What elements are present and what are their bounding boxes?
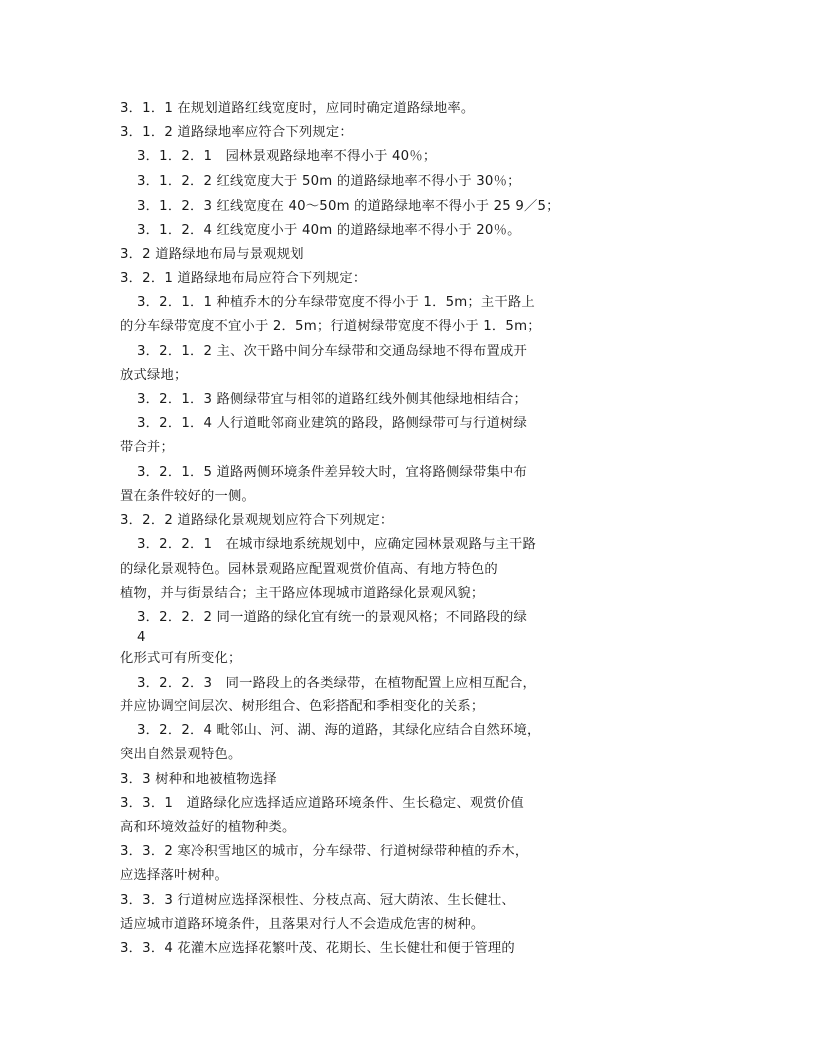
text-line: 应选择落叶树种。 [120,868,228,883]
text-line: 并应协调空间层次、树形组合、色彩搭配和季相变化的关系； [120,699,485,714]
text-line: 3．1．2．2 红线宽度大于 50m 的道路绿地率不得小于 30％； [137,174,521,189]
text-line: 突出自然景观特色。 [120,747,242,762]
text-line: 3．2．2．4 毗邻山、河、湖、海的道路，其绿化应结合自然环境， [137,723,541,738]
text-line: 3．2．1．2 主、次干路中间分车绿带和交通岛绿地不得布置成开 [137,344,527,359]
text-line: 3．3．4 花灌木应选择花繁叶茂、花期长、生长健壮和便于管理的 [120,941,515,956]
text-line: 3．1．2．4 红线宽度小于 40m 的道路绿地率不得小于 20％。 [137,223,521,238]
text-line: 3．2．2 道路绿化景观规划应符合下列规定： [120,513,394,528]
section-heading: 3．3 树种和地被植物选择 [120,772,277,787]
text-line: 3．2．2．2 同一道路的绿化宜有统一的景观风格；不同路段的绿 [137,610,527,625]
text-line: 带合并； [120,440,174,455]
text-line: 3．2．1．1 种植乔木的分车绿带宽度不得小于 1．5m；主干路上 [137,295,535,310]
text-line: 3．2．1 道路绿地布局应符合下列规定： [120,271,367,286]
text-line: 3．1．2 道路绿地率应符合下列规定： [120,125,353,140]
page-number: 4 [137,630,146,645]
text-line: 3．2．1．5 道路两侧环境条件差异较大时，宜将路侧绿带集中布 [137,465,527,480]
text-line: 放式绿地； [120,368,188,383]
text-line: 3．2．2．3 同一路段上的各类绿带，在植物配置上应相互配合， [137,676,537,691]
text-line: 3．2．1．4 人行道毗邻商业建筑的路段，路侧绿带可与行道树绿 [137,416,527,431]
text-line: 的绿化景观特色。园林景观路应配置观赏价值高、有地方特色的 [120,562,498,577]
text-line: 3．1．1 在规划道路红线宽度时，应同时确定道路绿地率。 [120,101,475,116]
text-line: 植物，并与街景结合；主干路应体现城市道路绿化景观风貌； [120,586,485,601]
text-line: 3．1．2．3 红线宽度在 40～50m 的道路绿地率不得小于 25 9／5； [137,199,560,214]
text-line: 3．2．1．3 路侧绿带宜与相邻的道路红线外侧其他绿地相结合； [137,392,527,407]
section-heading: 3．2 道路绿地布局与景观规划 [120,247,304,262]
text-line: 置在条件较好的一侧。 [120,489,255,504]
text-line: 3．2．2．1 在城市绿地系统规划中，应确定园林景观路与主干路 [137,537,537,552]
text-line: 3．3．1 道路绿化应选择适应道路环境条件、生长稳定、观赏价值 [120,796,524,811]
text-line: 化形式可有所变化； [120,651,242,666]
text-line: 3．3．3 行道树应选择深根性、分枝点高、冠大荫浓、生长健壮、 [120,893,515,908]
text-line: 3．3．2 寒冷积雪地区的城市，分车绿带、行道树绿带种植的乔木， [120,844,529,859]
text-line: 高和环境效益好的植物种类。 [120,820,296,835]
text-line: 适应城市道路环境条件，且落果对行人不会造成危害的树种。 [120,917,485,932]
text-line: 的分车绿带宽度不宜小于 2．5m；行道树绿带宽度不得小于 1．5m； [120,319,541,334]
text-line: 3．1．2．1 园林景观路绿地率不得小于 40％； [137,149,437,164]
